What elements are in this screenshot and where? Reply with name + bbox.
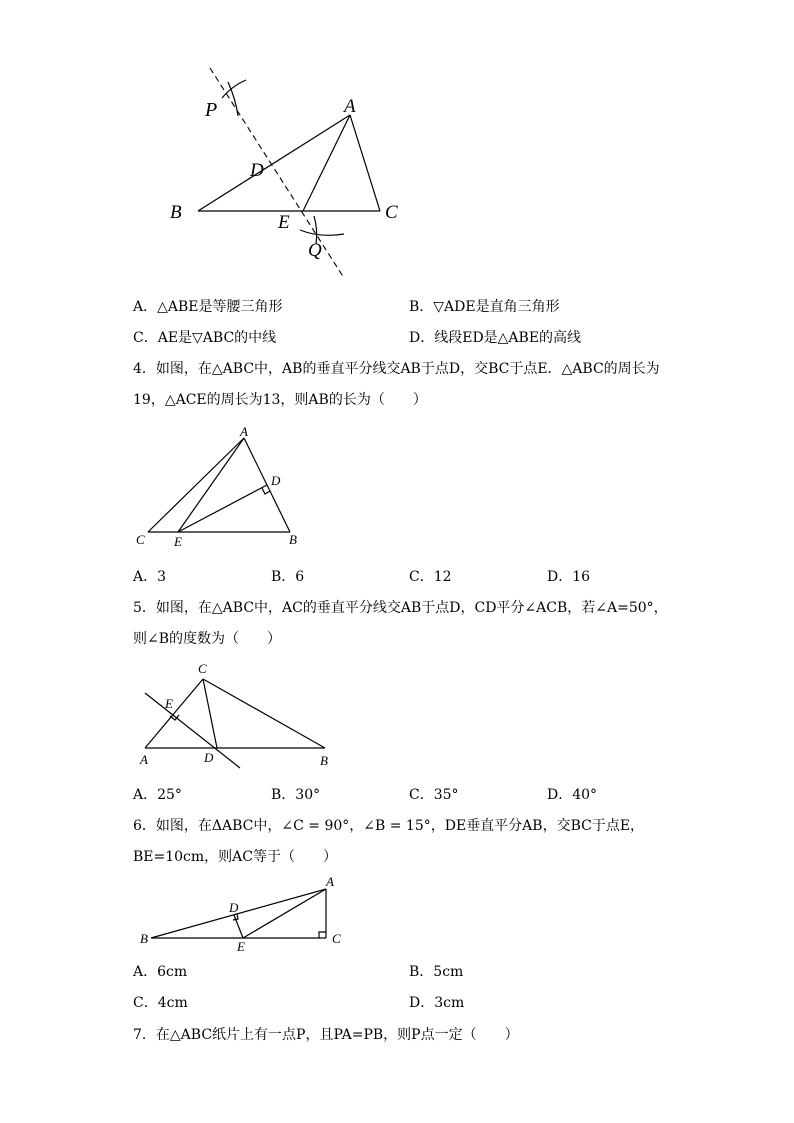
label-e: E (174, 534, 182, 549)
label-e: E (237, 939, 245, 954)
side-ba (151, 889, 326, 938)
label-d: D (271, 473, 281, 488)
label-p: P (205, 99, 218, 121)
segment-ae (178, 438, 244, 532)
q5-stem-line1: 5．如图，在△ABC中，AC的垂直平分线交AB于点D，CD平分∠ACB，若∠A=50°， (133, 600, 668, 616)
q4-option-d: D．16 (547, 569, 591, 585)
label-b: B (320, 753, 328, 768)
label-a: A (240, 424, 248, 439)
q5-option-d: D．40° (547, 787, 598, 803)
q6-option-a: A．6cm (133, 964, 188, 980)
side-ac (145, 679, 203, 748)
q6-option-d: D．3cm (409, 995, 465, 1011)
label-c: C (198, 661, 207, 676)
arc-p-1 (222, 80, 246, 98)
q5-option-b: B．30° (271, 787, 321, 803)
label-d: D (250, 160, 264, 181)
label-b: B (170, 202, 182, 223)
label-q: Q (308, 240, 322, 261)
label-b: B (140, 931, 148, 946)
segment-cd (203, 679, 217, 748)
label-e: E (165, 696, 173, 711)
q3-option-a: A．△ABE是等腰三角形 (133, 299, 283, 315)
perpendicular-bisector-pq (210, 68, 344, 278)
label-e: E (278, 212, 290, 233)
side-cb (203, 679, 325, 748)
q3-option-c: C．AE是▽ABC的中线 (133, 330, 277, 346)
q7-stem-line1: 7．在△ABC纸片上有一点P，且PA=PB，则P点一定（ ） (133, 1027, 519, 1043)
label-c: C (385, 202, 398, 223)
label-d: D (229, 900, 239, 915)
side-ca (148, 438, 244, 532)
label-a: A (344, 96, 356, 117)
q4-stem-line1: 4．如图，在△ABC中，AB的垂直平分线交AB于点D，交BC于点E．△ABC的周长为 (133, 361, 660, 377)
figure-q5 (130, 658, 340, 773)
q3-option-d: D．线段ED是△ABE的高线 (409, 330, 582, 346)
right-angle-mark-c (319, 932, 326, 938)
q6-option-b: B．5cm (409, 964, 464, 980)
figure-q3 (160, 60, 420, 290)
q4-stem-line2: 19，△ACE的周长为13，则AB的长为（ ） (133, 392, 427, 408)
side-ab (198, 115, 350, 211)
q6-stem-line2: BE=10cm，则AC等于（ ） (133, 849, 337, 865)
q5-option-a: A．25° (133, 787, 182, 803)
arc-q-1 (300, 230, 344, 235)
q5-stem-line2: 则∠B的度数为（ ） (133, 631, 282, 647)
q6-stem-line1: 6．如图，在ΔABC中，∠C = 90°，∠B = 15°，DE垂直平分AB，交BC于点E， (133, 818, 645, 834)
label-a: A (140, 752, 148, 767)
q4-option-c: C．12 (409, 569, 452, 585)
segment-ae (243, 889, 326, 938)
label-c: C (332, 931, 341, 946)
label-d: D (204, 750, 214, 765)
q6-option-c: C．4cm (133, 995, 188, 1011)
figure-q4 (130, 422, 310, 552)
q4-option-a: A．3 (133, 569, 167, 585)
label-b: B (289, 532, 297, 547)
side-ac (350, 115, 380, 211)
q3-option-b: B．▽ADE是直角三角形 (409, 299, 560, 315)
figure-q6 (136, 872, 351, 957)
label-a: A (326, 874, 334, 889)
segment-ed (178, 485, 267, 532)
label-c: C (136, 532, 145, 547)
q5-option-c: C．35° (409, 787, 459, 803)
q4-option-b: B．6 (271, 569, 305, 585)
